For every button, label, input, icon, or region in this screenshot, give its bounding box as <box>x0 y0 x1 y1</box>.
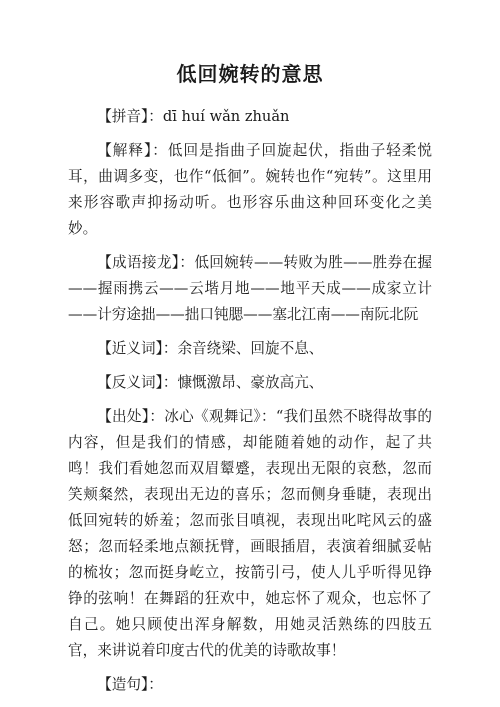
pinyin-section <box>68 104 432 130</box>
explanation-label: 【解释】： <box>97 142 168 159</box>
explanation-text: 低回是指曲子回旋起伏，指曲子轻柔悦耳，曲调多变，也作“低徊”。婉转也作“宛转”。这里用来形容歌声抑扬动听。也形容乐曲这种回环变化之美妙。 <box>68 142 432 237</box>
pinyin-text: dī huí wǎn zhuǎn <box>162 108 290 125</box>
synonyms-text: 余音绕梁、回旋不息、 <box>177 340 324 357</box>
pinyin-label: 【拼音】： <box>97 108 163 125</box>
page-title: 低回婉转的意思 <box>176 62 324 86</box>
antonyms-label: 【反义词】： <box>97 374 178 391</box>
idiom-chain-section <box>68 250 432 328</box>
example-sentence-section <box>68 672 432 698</box>
source-label: 【出处】： <box>97 408 165 425</box>
example-sentence-label: 【造句】： <box>97 676 163 693</box>
source-text: 冰心《观舞记》：“我们虽然不晓得故事的内容，但是我们的情感，却能随着她的动作，起了共鸣！我们看她忽而双眉颦蹙，表现出无限的哀愁，忽而笑颊粲然，表现出无边的喜乐；忽而侧身垂睫，表现出低回宛转的娇羞；忽而张目嗔视，表现出叱咤风云的盛怒；忽而轻柔地点额抚臂，画眼插眉，表演着细腻妥帖的梳妆；忽而挺身屹立，按箭引弓，使人儿乎听得见铮铮的弦响！在舞蹈的狂欢中，她忘怀了观众，也忘怀了自己。她只顾使出浑身解数，用她灵活熟练的四肢五官，来讲说着印度古代的优美的诗歌故事！ <box>68 408 433 659</box>
explanation-section <box>68 138 432 242</box>
idiom-chain-text: 低回婉转——转败为胜——胜券在握——握雨携云——云堦月地——地平天成——成家立计——计穷途拙——拙口钝腮——塞北江南——南阮北阮 <box>68 254 432 323</box>
synonyms-label: 【近义词】： <box>97 340 178 357</box>
antonyms-text: 慷慨激昂、豪放高亢、 <box>177 374 324 391</box>
idiom-chain-label: 【成语接龙】： <box>97 254 195 271</box>
antonyms-section <box>68 370 432 396</box>
source-section <box>68 404 432 664</box>
synonyms-section <box>68 336 432 362</box>
